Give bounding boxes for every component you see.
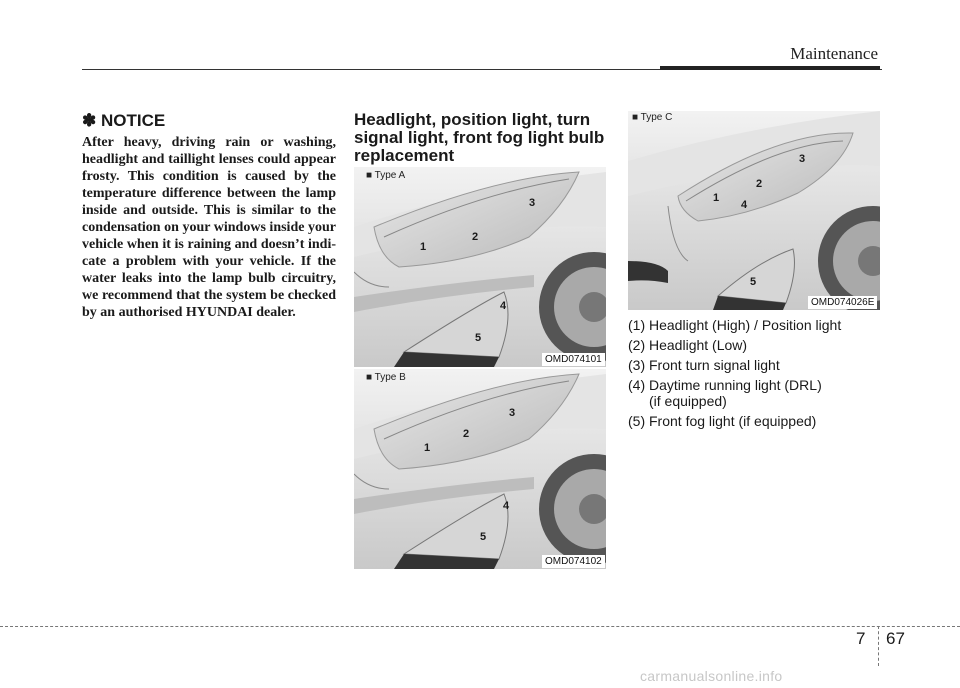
figure-type-label: ■ Type C <box>632 112 673 123</box>
callout-5: 5 <box>480 531 487 543</box>
callout-5: 5 <box>475 332 482 344</box>
legend-item-5: (5) Front fog light (if equipped) <box>628 413 817 429</box>
callout-1: 1 <box>424 442 431 454</box>
callout-5: 5 <box>750 276 757 288</box>
figure-type-label: ■ Type B <box>366 372 406 383</box>
callout-2: 2 <box>472 231 479 243</box>
parts-legend <box>628 315 841 431</box>
callout-2: 2 <box>463 428 470 440</box>
callout-4: 4 <box>503 500 510 512</box>
page-number: 67 <box>886 629 905 648</box>
notice-title: ✽ NOTICE <box>82 111 166 130</box>
section-heading: Headlight, position light, turn signal light, front fog light bulb replacement <box>354 110 605 165</box>
callout-2: 2 <box>756 178 763 190</box>
callout-1: 1 <box>713 192 720 204</box>
figure-type-b <box>354 369 606 569</box>
section-title: Maintenance <box>790 44 878 63</box>
callout-3: 3 <box>529 197 536 209</box>
legend-item-4-note: (if equipped) <box>649 393 727 409</box>
callout-4: 4 <box>741 199 748 211</box>
chapter-number: 7 <box>856 629 866 648</box>
callout-3: 3 <box>509 407 516 419</box>
notice-body: After heavy, driving rain or washing, headlight and taillight lenses could appear frosty. This condition is caused by the temperature difference between the lamp inside and outside. This is similar to the condensation on your windows inside your vehicle when it is raining and doesn’t indi-cate a problem with your vehicle. If the water leaks into the lamp bulb circuitry, we recommend that the system be checked by an authorised HYUNDAI dealer. <box>82 135 336 320</box>
figure-code: OMD074101 <box>542 353 605 366</box>
legend-item-3: (3) Front turn signal light <box>628 357 780 373</box>
figure-code: OMD074102 <box>542 555 605 568</box>
callout-3: 3 <box>799 153 806 165</box>
legend-item-2: (2) Headlight (Low) <box>628 337 748 353</box>
legend-item-1: (1) Headlight (High) / Position light <box>628 317 842 333</box>
legend-item-4: (4) Daytime running light (DRL) <box>628 377 822 393</box>
figure-code: OMD074026E <box>808 296 877 309</box>
figure-type-label: ■ Type A <box>366 170 406 181</box>
figure-type-c <box>628 111 880 310</box>
figure-type-a <box>354 167 606 367</box>
callout-1: 1 <box>420 241 427 253</box>
watermark: carmanualsonline.info <box>640 668 783 684</box>
header-rule-accent <box>660 66 880 70</box>
footer-rule <box>0 626 960 627</box>
callout-4: 4 <box>500 300 507 312</box>
footer-divider <box>878 626 879 666</box>
